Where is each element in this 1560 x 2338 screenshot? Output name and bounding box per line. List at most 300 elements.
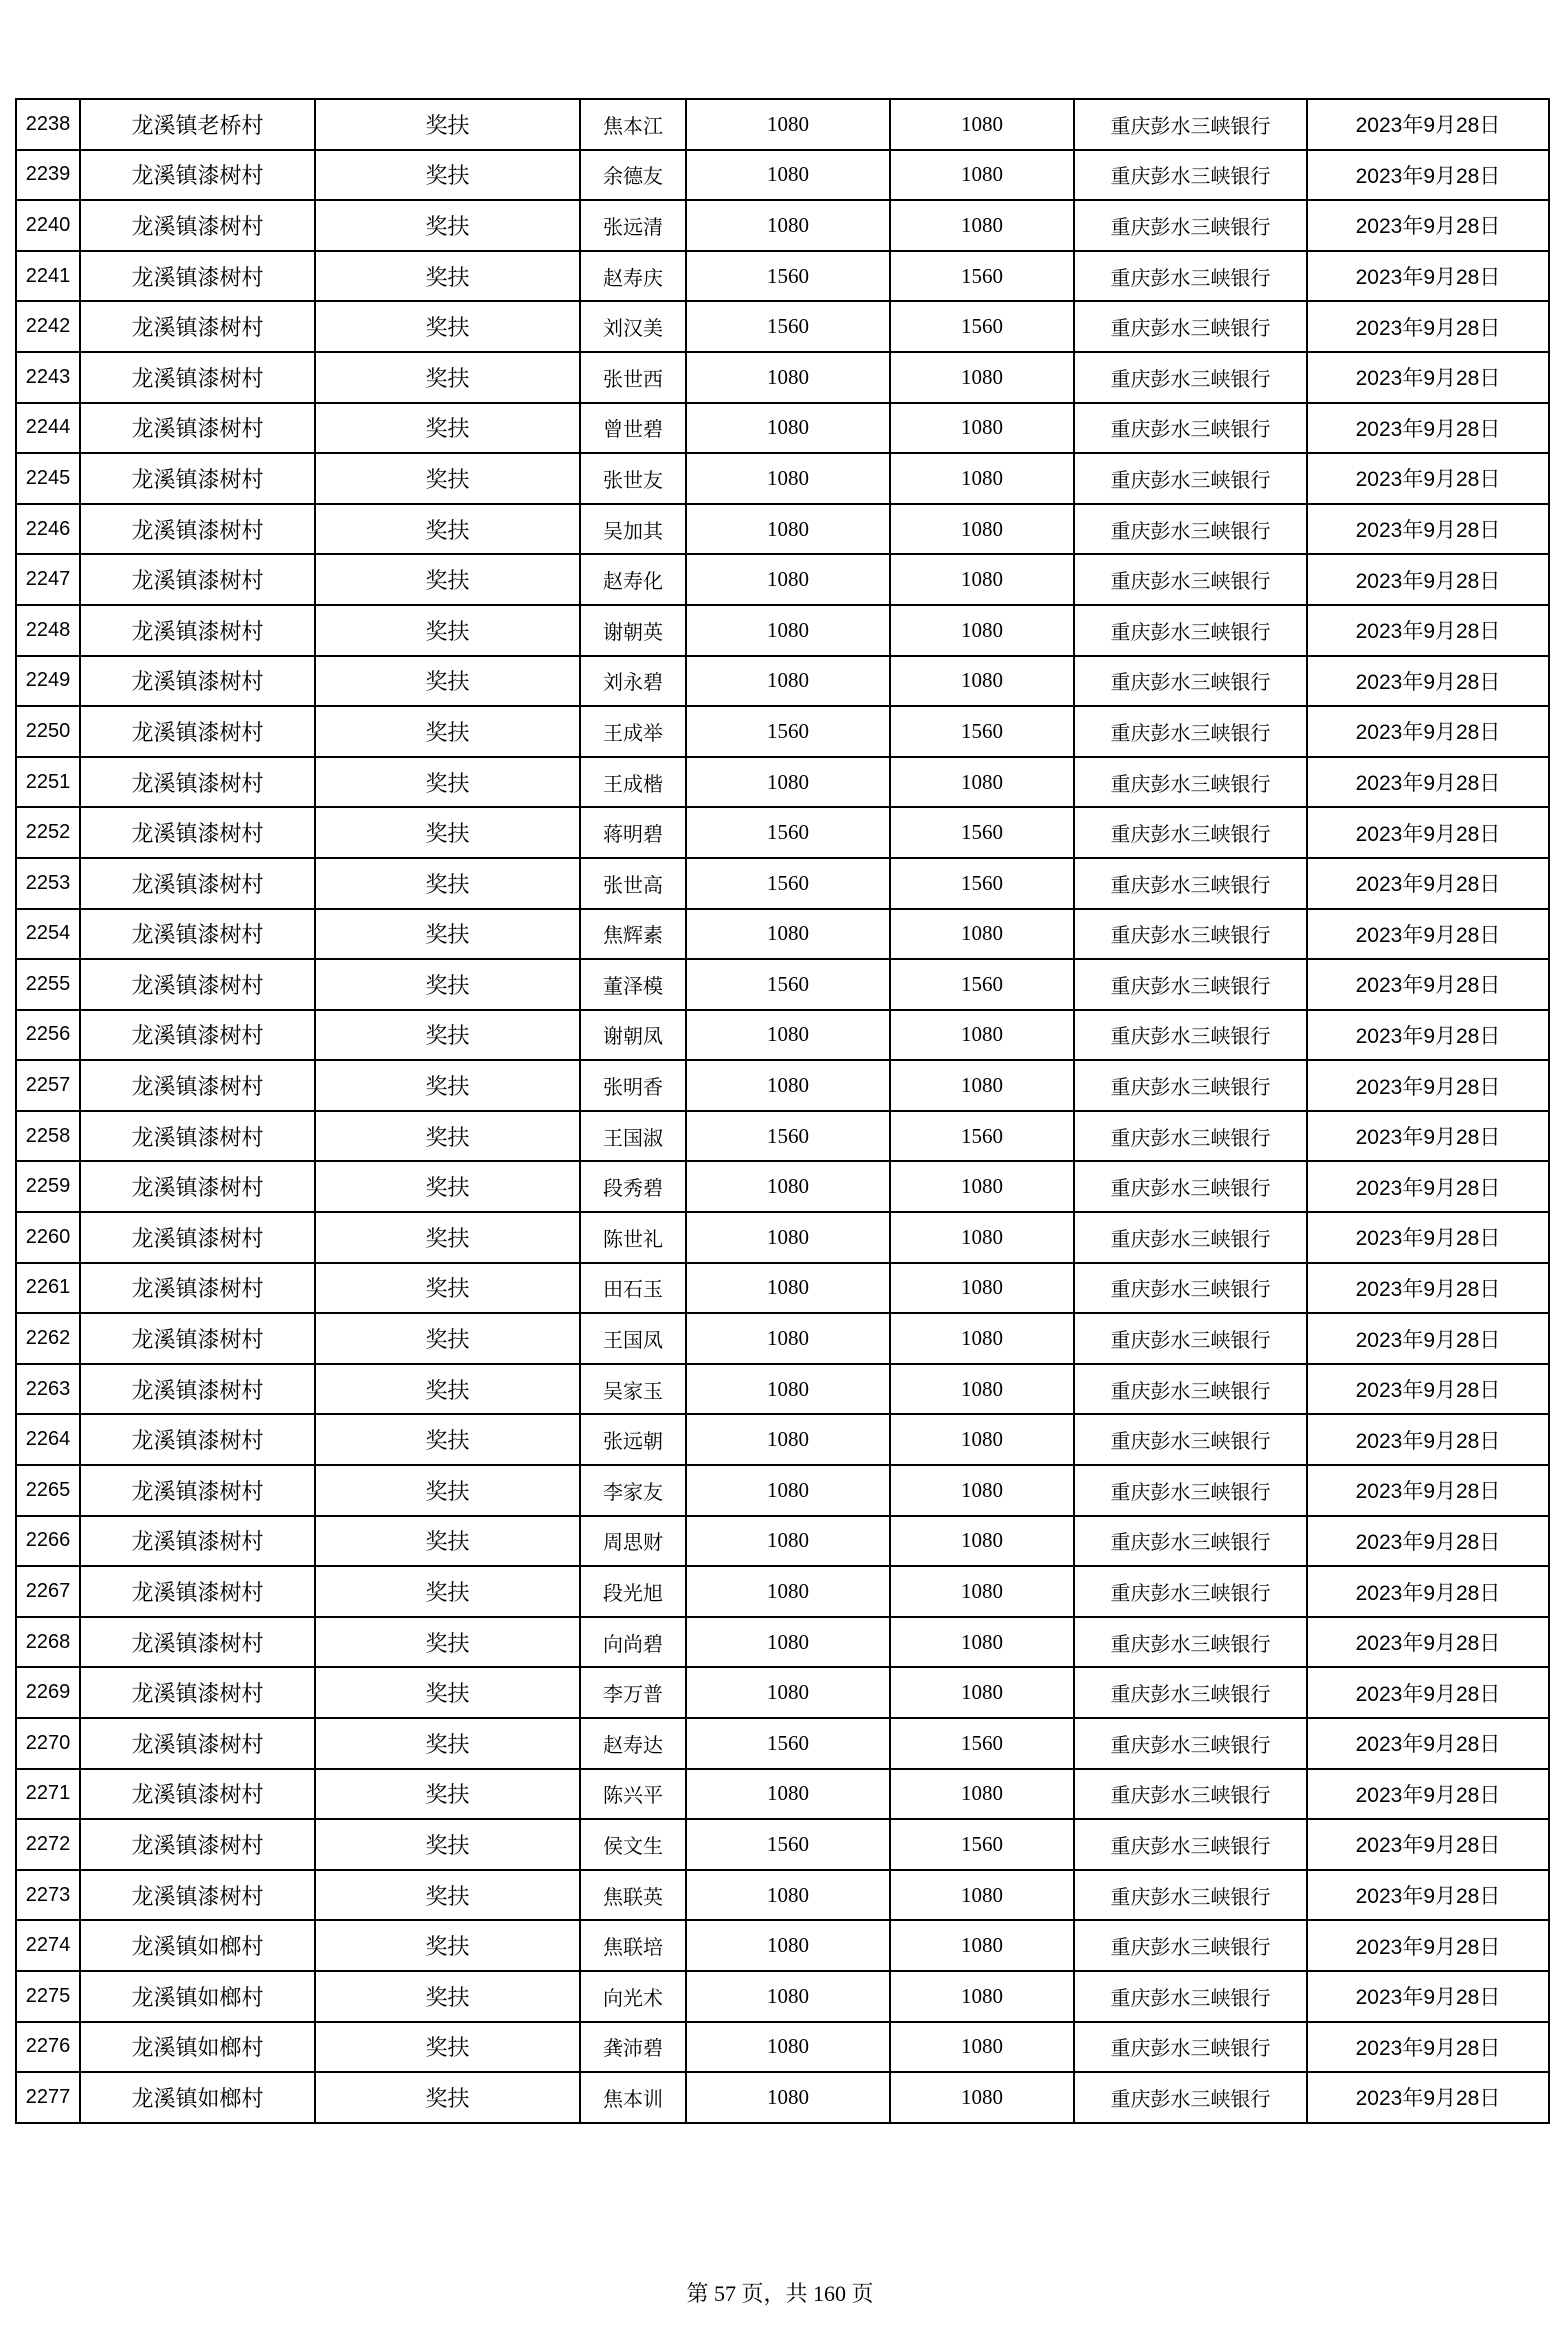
paid-amount-cell: 1080 (890, 2022, 1074, 2073)
paid-amount-cell: 1080 (890, 1516, 1074, 1567)
date-cell: 2023年9月28日 (1307, 1920, 1549, 1971)
row-number: 2258 (16, 1111, 80, 1162)
subsidy-type-cell: 奖扶 (315, 2072, 580, 2123)
date-cell: 2023年9月28日 (1307, 1263, 1549, 1314)
recipient-name-cell: 王国凤 (580, 1313, 686, 1364)
date-cell: 2023年9月28日 (1307, 807, 1549, 858)
village-cell: 龙溪镇漆树村 (80, 200, 315, 251)
subsidy-type-cell: 奖扶 (315, 1920, 580, 1971)
village-cell: 龙溪镇漆树村 (80, 554, 315, 605)
subsidy-type-cell: 奖扶 (315, 1566, 580, 1617)
paid-amount-cell: 1080 (890, 1060, 1074, 1111)
recipient-name-cell: 张远清 (580, 200, 686, 251)
recipient-name-cell: 张世高 (580, 858, 686, 909)
recipient-name-cell: 吴加其 (580, 504, 686, 555)
subsidy-type-cell: 奖扶 (315, 858, 580, 909)
row-number: 2276 (16, 2022, 80, 2073)
date-cell: 2023年9月28日 (1307, 1870, 1549, 1921)
bank-cell: 重庆彭水三峡银行 (1074, 1617, 1307, 1668)
paid-amount-cell: 1080 (890, 1414, 1074, 1465)
row-number: 2252 (16, 807, 80, 858)
amount-cell: 1080 (686, 1971, 890, 2022)
row-number: 2277 (16, 2072, 80, 2123)
village-cell: 龙溪镇漆树村 (80, 757, 315, 808)
village-cell: 龙溪镇漆树村 (80, 301, 315, 352)
date-cell: 2023年9月28日 (1307, 1566, 1549, 1617)
row-number: 2265 (16, 1465, 80, 1516)
row-number: 2264 (16, 1414, 80, 1465)
village-cell: 龙溪镇漆树村 (80, 706, 315, 757)
recipient-name-cell: 焦本江 (580, 99, 686, 150)
subsidy-type-cell: 奖扶 (315, 1364, 580, 1415)
recipient-name-cell: 张明香 (580, 1060, 686, 1111)
table-row (16, 807, 1549, 858)
table-row (16, 1819, 1549, 1870)
row-number: 2246 (16, 504, 80, 555)
paid-amount-cell: 1080 (890, 605, 1074, 656)
bank-cell: 重庆彭水三峡银行 (1074, 1920, 1307, 1971)
paid-amount-cell: 1080 (890, 1870, 1074, 1921)
recipient-name-cell: 董泽模 (580, 959, 686, 1010)
subsidy-type-cell: 奖扶 (315, 1971, 580, 2022)
table-row (16, 1161, 1549, 1212)
paid-amount-cell: 1080 (890, 1212, 1074, 1263)
row-number: 2250 (16, 706, 80, 757)
paid-amount-cell: 1080 (890, 1465, 1074, 1516)
bank-cell: 重庆彭水三峡银行 (1074, 301, 1307, 352)
paid-amount-cell: 1560 (890, 858, 1074, 909)
subsidy-type-cell: 奖扶 (315, 1414, 580, 1465)
date-cell: 2023年9月28日 (1307, 1769, 1549, 1820)
amount-cell: 1080 (686, 453, 890, 504)
bank-cell: 重庆彭水三峡银行 (1074, 1313, 1307, 1364)
village-cell: 龙溪镇漆树村 (80, 150, 315, 201)
village-cell: 龙溪镇漆树村 (80, 1010, 315, 1061)
date-cell: 2023年9月28日 (1307, 2022, 1549, 2073)
row-number: 2259 (16, 1161, 80, 1212)
row-number: 2243 (16, 352, 80, 403)
row-number: 2254 (16, 909, 80, 960)
subsidy-type-cell: 奖扶 (315, 554, 580, 605)
subsidy-type-cell: 奖扶 (315, 1263, 580, 1314)
table-row (16, 200, 1549, 251)
village-cell: 龙溪镇漆树村 (80, 1870, 315, 1921)
recipient-name-cell: 周思财 (580, 1516, 686, 1567)
amount-cell: 1080 (686, 1010, 890, 1061)
date-cell: 2023年9月28日 (1307, 1516, 1549, 1567)
village-cell: 龙溪镇漆树村 (80, 1516, 315, 1567)
paid-amount-cell: 1080 (890, 1617, 1074, 1668)
table-body (16, 99, 1549, 2123)
subsidy-type-cell: 奖扶 (315, 605, 580, 656)
subsidy-type-cell: 奖扶 (315, 1111, 580, 1162)
bank-cell: 重庆彭水三峡银行 (1074, 150, 1307, 201)
paid-amount-cell: 1560 (890, 1718, 1074, 1769)
date-cell: 2023年9月28日 (1307, 1414, 1549, 1465)
bank-cell: 重庆彭水三峡银行 (1074, 656, 1307, 707)
table-row (16, 1971, 1549, 2022)
recipient-name-cell: 谢朝英 (580, 605, 686, 656)
amount-cell: 1560 (686, 706, 890, 757)
village-cell: 龙溪镇漆树村 (80, 1161, 315, 1212)
row-number: 2255 (16, 959, 80, 1010)
recipient-name-cell: 赵寿庆 (580, 251, 686, 302)
date-cell: 2023年9月28日 (1307, 1364, 1549, 1415)
recipient-name-cell: 焦辉素 (580, 909, 686, 960)
amount-cell: 1560 (686, 807, 890, 858)
subsidy-type-cell: 奖扶 (315, 959, 580, 1010)
paid-amount-cell: 1080 (890, 1566, 1074, 1617)
row-number: 2262 (16, 1313, 80, 1364)
paid-amount-cell: 1080 (890, 1263, 1074, 1314)
row-number: 2248 (16, 605, 80, 656)
paid-amount-cell: 1080 (890, 1313, 1074, 1364)
bank-cell: 重庆彭水三峡银行 (1074, 251, 1307, 302)
date-cell: 2023年9月28日 (1307, 656, 1549, 707)
recipient-name-cell: 谢朝凤 (580, 1010, 686, 1061)
bank-cell: 重庆彭水三峡银行 (1074, 1161, 1307, 1212)
village-cell: 龙溪镇漆树村 (80, 251, 315, 302)
subsidy-type-cell: 奖扶 (315, 301, 580, 352)
amount-cell: 1080 (686, 1465, 890, 1516)
table-row (16, 99, 1549, 150)
amount-cell: 1080 (686, 2022, 890, 2073)
bank-cell: 重庆彭水三峡银行 (1074, 554, 1307, 605)
subsidy-type-cell: 奖扶 (315, 1819, 580, 1870)
village-cell: 龙溪镇漆树村 (80, 656, 315, 707)
amount-cell: 1080 (686, 150, 890, 201)
row-number: 2245 (16, 453, 80, 504)
village-cell: 龙溪镇如榔村 (80, 1920, 315, 1971)
village-cell: 龙溪镇漆树村 (80, 352, 315, 403)
recipient-name-cell: 陈世礼 (580, 1212, 686, 1263)
subsidy-type-cell: 奖扶 (315, 352, 580, 403)
village-cell: 龙溪镇漆树村 (80, 1465, 315, 1516)
recipient-name-cell: 刘永碧 (580, 656, 686, 707)
amount-cell: 1560 (686, 301, 890, 352)
table-row (16, 2022, 1549, 2073)
bank-cell: 重庆彭水三峡银行 (1074, 453, 1307, 504)
subsidy-type-cell: 奖扶 (315, 150, 580, 201)
row-number: 2247 (16, 554, 80, 605)
date-cell: 2023年9月28日 (1307, 1313, 1549, 1364)
paid-amount-cell: 1080 (890, 453, 1074, 504)
date-cell: 2023年9月28日 (1307, 150, 1549, 201)
amount-cell: 1080 (686, 403, 890, 454)
bank-cell: 重庆彭水三峡银行 (1074, 1819, 1307, 1870)
recipient-name-cell: 田石玉 (580, 1263, 686, 1314)
village-cell: 龙溪镇漆树村 (80, 1060, 315, 1111)
bank-cell: 重庆彭水三峡银行 (1074, 1364, 1307, 1415)
table-row (16, 1617, 1549, 1668)
date-cell: 2023年9月28日 (1307, 352, 1549, 403)
amount-cell: 1080 (686, 1313, 890, 1364)
amount-cell: 1080 (686, 909, 890, 960)
recipient-name-cell: 向光术 (580, 1971, 686, 2022)
paid-amount-cell: 1080 (890, 1364, 1074, 1415)
table-row (16, 2072, 1549, 2123)
date-cell: 2023年9月28日 (1307, 453, 1549, 504)
table-row (16, 656, 1549, 707)
subsidy-type-cell: 奖扶 (315, 1010, 580, 1061)
village-cell: 龙溪镇如榔村 (80, 2022, 315, 2073)
subsidy-type-cell: 奖扶 (315, 99, 580, 150)
amount-cell: 1080 (686, 1870, 890, 1921)
recipient-name-cell: 李万普 (580, 1667, 686, 1718)
date-cell: 2023年9月28日 (1307, 301, 1549, 352)
village-cell: 龙溪镇漆树村 (80, 1111, 315, 1162)
subsidy-type-cell: 奖扶 (315, 1870, 580, 1921)
paid-amount-cell: 1080 (890, 1010, 1074, 1061)
amount-cell: 1080 (686, 1263, 890, 1314)
table-row (16, 1414, 1549, 1465)
bank-cell: 重庆彭水三峡银行 (1074, 1971, 1307, 2022)
bank-cell: 重庆彭水三峡银行 (1074, 1718, 1307, 1769)
table-row (16, 1465, 1549, 1516)
bank-cell: 重庆彭水三峡银行 (1074, 757, 1307, 808)
village-cell: 龙溪镇漆树村 (80, 1769, 315, 1820)
village-cell: 龙溪镇漆树村 (80, 1667, 315, 1718)
row-number: 2273 (16, 1870, 80, 1921)
bank-cell: 重庆彭水三峡银行 (1074, 1516, 1307, 1567)
bank-cell: 重庆彭水三峡银行 (1074, 1111, 1307, 1162)
bank-cell: 重庆彭水三峡银行 (1074, 99, 1307, 150)
date-cell: 2023年9月28日 (1307, 1111, 1549, 1162)
bank-cell: 重庆彭水三峡银行 (1074, 1414, 1307, 1465)
row-number: 2263 (16, 1364, 80, 1415)
table-row (16, 1111, 1549, 1162)
table-row (16, 1313, 1549, 1364)
village-cell: 龙溪镇漆树村 (80, 959, 315, 1010)
table-row (16, 1263, 1549, 1314)
row-number: 2249 (16, 656, 80, 707)
subsidy-type-cell: 奖扶 (315, 909, 580, 960)
subsidy-type-cell: 奖扶 (315, 757, 580, 808)
amount-cell: 1080 (686, 504, 890, 555)
amount-cell: 1080 (686, 99, 890, 150)
amount-cell: 1560 (686, 959, 890, 1010)
amount-cell: 1080 (686, 757, 890, 808)
amount-cell: 1080 (686, 352, 890, 403)
table-row (16, 301, 1549, 352)
amount-cell: 1080 (686, 1161, 890, 1212)
recipient-name-cell: 李家友 (580, 1465, 686, 1516)
bank-cell: 重庆彭水三峡银行 (1074, 1566, 1307, 1617)
village-cell: 龙溪镇漆树村 (80, 1819, 315, 1870)
row-number: 2269 (16, 1667, 80, 1718)
paid-amount-cell: 1560 (890, 706, 1074, 757)
recipient-name-cell: 段秀碧 (580, 1161, 686, 1212)
table-row (16, 706, 1549, 757)
table-row (16, 554, 1549, 605)
recipient-name-cell: 王成楷 (580, 757, 686, 808)
row-number: 2241 (16, 251, 80, 302)
recipient-name-cell: 段光旭 (580, 1566, 686, 1617)
village-cell: 龙溪镇老桥村 (80, 99, 315, 150)
subsidy-type-cell: 奖扶 (315, 1161, 580, 1212)
subsidy-type-cell: 奖扶 (315, 1667, 580, 1718)
paid-amount-cell: 1080 (890, 1667, 1074, 1718)
amount-cell: 1080 (686, 1667, 890, 1718)
row-number: 2253 (16, 858, 80, 909)
table-row (16, 858, 1549, 909)
village-cell: 龙溪镇漆树村 (80, 1566, 315, 1617)
table-row (16, 909, 1549, 960)
recipient-name-cell: 赵寿化 (580, 554, 686, 605)
row-number: 2272 (16, 1819, 80, 1870)
paid-amount-cell: 1080 (890, 757, 1074, 808)
row-number: 2268 (16, 1617, 80, 1668)
subsidy-type-cell: 奖扶 (315, 453, 580, 504)
bank-cell: 重庆彭水三峡银行 (1074, 1870, 1307, 1921)
village-cell: 龙溪镇如榔村 (80, 1971, 315, 2022)
subsidy-type-cell: 奖扶 (315, 1212, 580, 1263)
table-row (16, 1060, 1549, 1111)
recipient-name-cell: 侯文生 (580, 1819, 686, 1870)
village-cell: 龙溪镇漆树村 (80, 858, 315, 909)
table-row (16, 504, 1549, 555)
amount-cell: 1080 (686, 1212, 890, 1263)
page-footer: 第 57 页，共 160 页 (686, 2281, 874, 2306)
village-cell: 龙溪镇漆树村 (80, 1617, 315, 1668)
table-row (16, 251, 1549, 302)
date-cell: 2023年9月28日 (1307, 1161, 1549, 1212)
date-cell: 2023年9月28日 (1307, 99, 1549, 150)
date-cell: 2023年9月28日 (1307, 858, 1549, 909)
paid-amount-cell: 1560 (890, 959, 1074, 1010)
paid-amount-cell: 1080 (890, 656, 1074, 707)
recipient-name-cell: 王国淑 (580, 1111, 686, 1162)
date-cell: 2023年9月28日 (1307, 909, 1549, 960)
amount-cell: 1080 (686, 1617, 890, 1668)
date-cell: 2023年9月28日 (1307, 554, 1549, 605)
recipient-name-cell: 曾世碧 (580, 403, 686, 454)
paid-amount-cell: 1560 (890, 807, 1074, 858)
recipient-name-cell: 向尚碧 (580, 1617, 686, 1668)
bank-cell: 重庆彭水三峡银行 (1074, 1212, 1307, 1263)
bank-cell: 重庆彭水三峡银行 (1074, 959, 1307, 1010)
table-row (16, 1516, 1549, 1567)
paid-amount-cell: 1560 (890, 251, 1074, 302)
paid-amount-cell: 1080 (890, 352, 1074, 403)
village-cell: 龙溪镇漆树村 (80, 1364, 315, 1415)
village-cell: 龙溪镇漆树村 (80, 605, 315, 656)
table-row (16, 1364, 1549, 1415)
bank-cell: 重庆彭水三峡银行 (1074, 807, 1307, 858)
subsidy-type-cell: 奖扶 (315, 1313, 580, 1364)
row-number: 2238 (16, 99, 80, 150)
paid-amount-cell: 1080 (890, 99, 1074, 150)
date-cell: 2023年9月28日 (1307, 1718, 1549, 1769)
date-cell: 2023年9月28日 (1307, 1212, 1549, 1263)
bank-cell: 重庆彭水三峡银行 (1074, 504, 1307, 555)
amount-cell: 1080 (686, 1769, 890, 1820)
paid-amount-cell: 1080 (890, 1161, 1074, 1212)
paid-amount-cell: 1080 (890, 1769, 1074, 1820)
paid-amount-cell: 1080 (890, 150, 1074, 201)
subsidy-type-cell: 奖扶 (315, 1465, 580, 1516)
amount-cell: 1560 (686, 251, 890, 302)
date-cell: 2023年9月28日 (1307, 2072, 1549, 2123)
amount-cell: 1080 (686, 656, 890, 707)
date-cell: 2023年9月28日 (1307, 757, 1549, 808)
subsidy-type-cell: 奖扶 (315, 807, 580, 858)
village-cell: 龙溪镇漆树村 (80, 1313, 315, 1364)
bank-cell: 重庆彭水三峡银行 (1074, 352, 1307, 403)
table-row (16, 1010, 1549, 1061)
village-cell: 龙溪镇漆树村 (80, 909, 315, 960)
amount-cell: 1080 (686, 1920, 890, 1971)
village-cell: 龙溪镇如榔村 (80, 2072, 315, 2123)
bank-cell: 重庆彭水三峡银行 (1074, 909, 1307, 960)
paid-amount-cell: 1560 (890, 1111, 1074, 1162)
row-number: 2251 (16, 757, 80, 808)
recipient-name-cell: 焦本训 (580, 2072, 686, 2123)
date-cell: 2023年9月28日 (1307, 1010, 1549, 1061)
recipient-name-cell: 蒋明碧 (580, 807, 686, 858)
village-cell: 龙溪镇漆树村 (80, 1212, 315, 1263)
date-cell: 2023年9月28日 (1307, 1060, 1549, 1111)
row-number: 2256 (16, 1010, 80, 1061)
subsidy-type-cell: 奖扶 (315, 2022, 580, 2073)
recipient-name-cell: 张世西 (580, 352, 686, 403)
table-row (16, 150, 1549, 201)
bank-cell: 重庆彭水三峡银行 (1074, 403, 1307, 454)
date-cell: 2023年9月28日 (1307, 504, 1549, 555)
recipient-name-cell: 焦联英 (580, 1870, 686, 1921)
recipient-name-cell: 焦联培 (580, 1920, 686, 1971)
row-number: 2267 (16, 1566, 80, 1617)
paid-amount-cell: 1080 (890, 554, 1074, 605)
village-cell: 龙溪镇漆树村 (80, 1414, 315, 1465)
village-cell: 龙溪镇漆树村 (80, 403, 315, 454)
row-number: 2271 (16, 1769, 80, 1820)
bank-cell: 重庆彭水三峡银行 (1074, 1060, 1307, 1111)
recipient-name-cell: 刘汉美 (580, 301, 686, 352)
amount-cell: 1560 (686, 1111, 890, 1162)
subsidy-type-cell: 奖扶 (315, 1060, 580, 1111)
amount-cell: 1560 (686, 858, 890, 909)
table-row (16, 1920, 1549, 1971)
row-number: 2240 (16, 200, 80, 251)
paid-amount-cell: 1080 (890, 909, 1074, 960)
row-number: 2274 (16, 1920, 80, 1971)
recipient-name-cell: 吴家玉 (580, 1364, 686, 1415)
bank-cell: 重庆彭水三峡银行 (1074, 2072, 1307, 2123)
row-number: 2275 (16, 1971, 80, 2022)
row-number: 2242 (16, 301, 80, 352)
paid-amount-cell: 1560 (890, 301, 1074, 352)
paid-amount-cell: 1080 (890, 1971, 1074, 2022)
date-cell: 2023年9月28日 (1307, 1617, 1549, 1668)
date-cell: 2023年9月28日 (1307, 251, 1549, 302)
table-row (16, 1667, 1549, 1718)
amount-cell: 1560 (686, 1718, 890, 1769)
amount-cell: 1560 (686, 1819, 890, 1870)
bank-cell: 重庆彭水三峡银行 (1074, 858, 1307, 909)
recipient-name-cell: 王成举 (580, 706, 686, 757)
row-number: 2266 (16, 1516, 80, 1567)
date-cell: 2023年9月28日 (1307, 1667, 1549, 1718)
table-row (16, 453, 1549, 504)
row-number: 2261 (16, 1263, 80, 1314)
date-cell: 2023年9月28日 (1307, 1819, 1549, 1870)
amount-cell: 1080 (686, 605, 890, 656)
date-cell: 2023年9月28日 (1307, 403, 1549, 454)
row-number: 2244 (16, 403, 80, 454)
subsidy-type-cell: 奖扶 (315, 200, 580, 251)
village-cell: 龙溪镇漆树村 (80, 504, 315, 555)
